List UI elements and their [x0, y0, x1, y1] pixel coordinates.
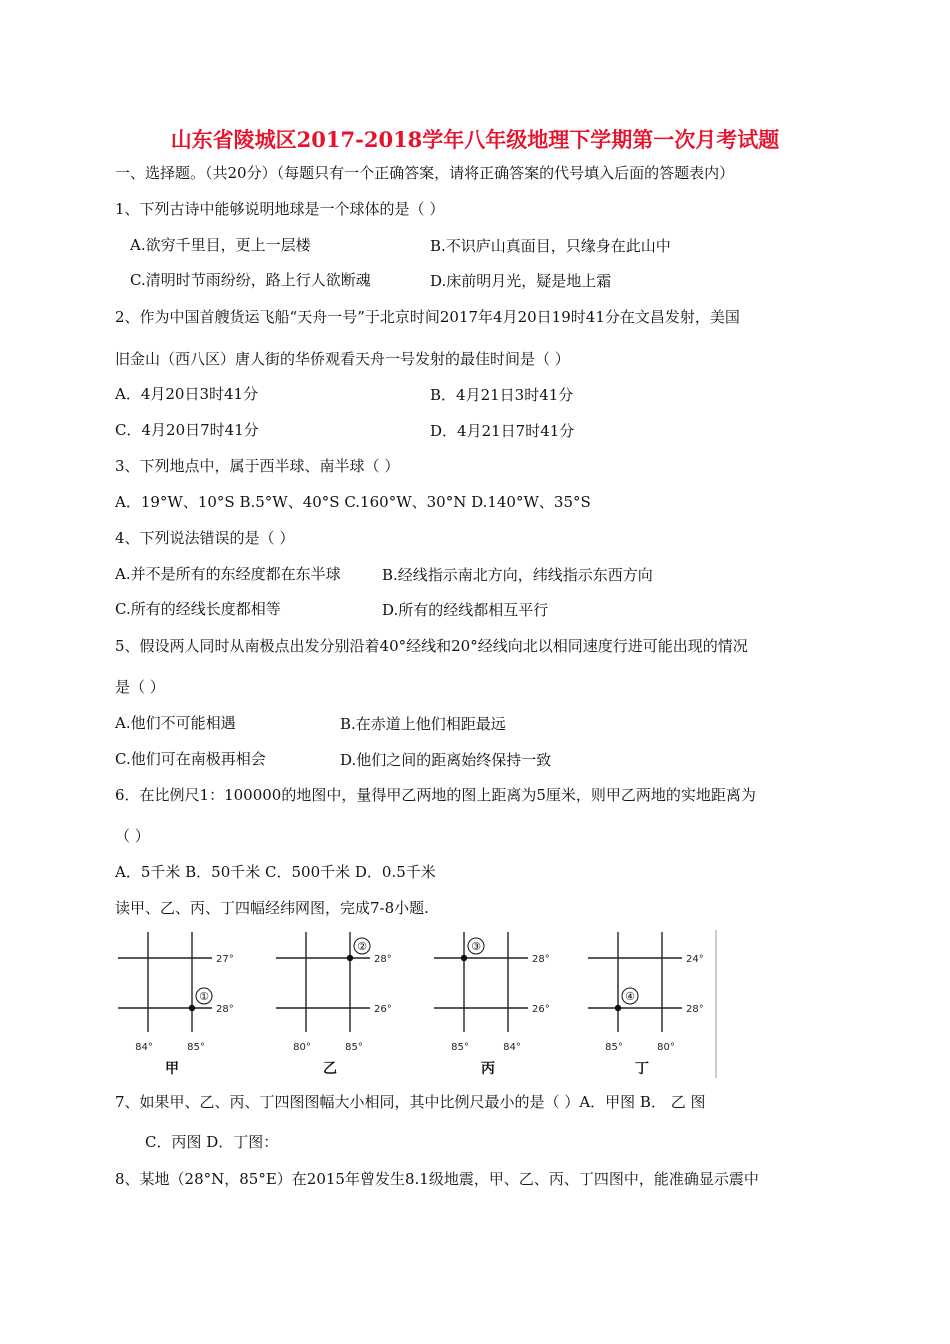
location-dot [461, 955, 467, 961]
q2-option-b: B．4月21日3时41分 [430, 386, 574, 404]
q2-option-d: D．4月21日7时41分 [430, 422, 575, 440]
question-6-stem-line1: 6．在比例尺1：100000的地图中，量得甲乙两地的图上距离为5厘米，则甲乙两地的实地距离为 [115, 786, 756, 804]
reading-instruction: 读甲、乙、丙、丁四幅经纬网图，完成7-8小题. [115, 899, 429, 917]
question-3-stem: 3、下列地点中，属于西半球、南半球（ ） [115, 457, 400, 475]
q1-option-c: C.清明时节雨纷纷，路上行人欲断魂 [130, 271, 371, 289]
latitude-label: 27° [216, 954, 234, 965]
longitude-label: 84° [135, 1042, 153, 1053]
longitude-label: 80° [293, 1042, 311, 1053]
grid-name: 甲 [165, 1061, 179, 1077]
q5-option-b: B.在赤道上他们相距最远 [340, 715, 506, 733]
latitude-label: 26° [374, 1004, 392, 1015]
q4-option-a: A.并不是所有的东经度都在东半球 [115, 565, 341, 583]
question-2-stem-line1: 2、作为中国首艘货运飞船“天舟一号”于北京时间2017年4月20日19时41分在文昌发射，美国 [115, 308, 740, 326]
question-6-stem-line2: （ ） [115, 827, 150, 845]
question-5-stem-line2: 是（ ） [115, 678, 165, 696]
q2-option-c: C．4月20日7时41分 [115, 421, 259, 439]
location-dot [615, 1005, 621, 1011]
longitude-label: 85° [345, 1042, 363, 1053]
longitude-label: 85° [605, 1042, 623, 1053]
q6-options: A．5千米 B．50千米 C．500千米 D．0.5千米 [115, 863, 436, 881]
latitude-label: 28° [532, 954, 550, 965]
q5-option-c: C.他们可在南极再相会 [115, 750, 266, 768]
q7-options: C．丙图 D．丁图： [145, 1133, 279, 1151]
q5-option-a: A.他们不可能相遇 [115, 714, 236, 732]
grid-name: 丁 [635, 1061, 649, 1077]
latitude-label: 28° [374, 954, 392, 965]
longitude-label: 85° [187, 1042, 205, 1053]
question-8-stem: 8、某地（28°N，85°E）在2015年曾发生8.1级地震，甲、乙、丙、丁四图中，能准确显示震中 [115, 1170, 759, 1188]
longitude-label: 84° [503, 1042, 521, 1053]
q1-option-d: D.床前明月光，疑是地上霜 [430, 272, 612, 290]
q2-option-a: A．4月20日3时41分 [115, 385, 259, 403]
marker-number: ① [199, 990, 209, 1003]
q4-option-b: B.经线指示南北方向，纬线指示东西方向 [382, 566, 653, 584]
q5-option-d: D.他们之间的距离始终保持一致 [340, 751, 552, 769]
question-1-stem: 1、下列古诗中能够说明地球是一个球体的是（ ） [115, 200, 445, 218]
marker-number: ② [357, 940, 367, 953]
latitude-label: 26° [532, 1004, 550, 1015]
q4-option-d: D.所有的经线都相互平行 [382, 601, 549, 619]
page-title: 山东省陵城区2017-2018学年八年级地理下学期第一次月考试题 [170, 127, 780, 152]
q1-option-b: B.不识庐山真面目，只缘身在此山中 [430, 237, 671, 255]
grid-name: 丙 [481, 1061, 495, 1077]
grid-figure-svg [112, 930, 722, 1080]
lat-lon-grid-figure [112, 930, 722, 1080]
question-5-stem-line1: 5、假设两人同时从南极点出发分别沿着40°经线和20°经线向北以相同速度行进可能出现的情况 [115, 637, 748, 655]
question-2-stem-line2: 旧金山（西八区）唐人街的华侨观看天舟一号发射的最佳时间是（ ） [115, 350, 570, 368]
location-dot [189, 1005, 195, 1011]
location-dot [347, 955, 353, 961]
marker-number: ③ [471, 940, 481, 953]
question-7-stem: 7、如果甲、乙、丙、丁四图图幅大小相同，其中比例尺最小的是（ ）A．甲图 B． 乙 图 [115, 1093, 706, 1111]
question-4-stem: 4、下列说法错误的是（ ） [115, 529, 295, 547]
longitude-label: 85° [451, 1042, 469, 1053]
longitude-label: 80° [657, 1042, 675, 1053]
marker-number: ④ [625, 990, 635, 1003]
q1-option-a: A.欲穷千里目，更上一层楼 [130, 236, 311, 254]
q3-options: A．19°W、10°S B.5°W、40°S C.160°W、30°N D.140°W、35°S [115, 493, 591, 511]
q4-option-c: C.所有的经线长度都相等 [115, 600, 281, 618]
latitude-label: 28° [686, 1004, 704, 1015]
latitude-label: 24° [686, 954, 704, 965]
section-heading: 一、选择题。（共20分）（每题只有一个正确答案，请将正确答案的代号填入后面的答题表内） [115, 164, 735, 182]
latitude-label: 28° [216, 1004, 234, 1015]
grid-name: 乙 [323, 1061, 337, 1077]
